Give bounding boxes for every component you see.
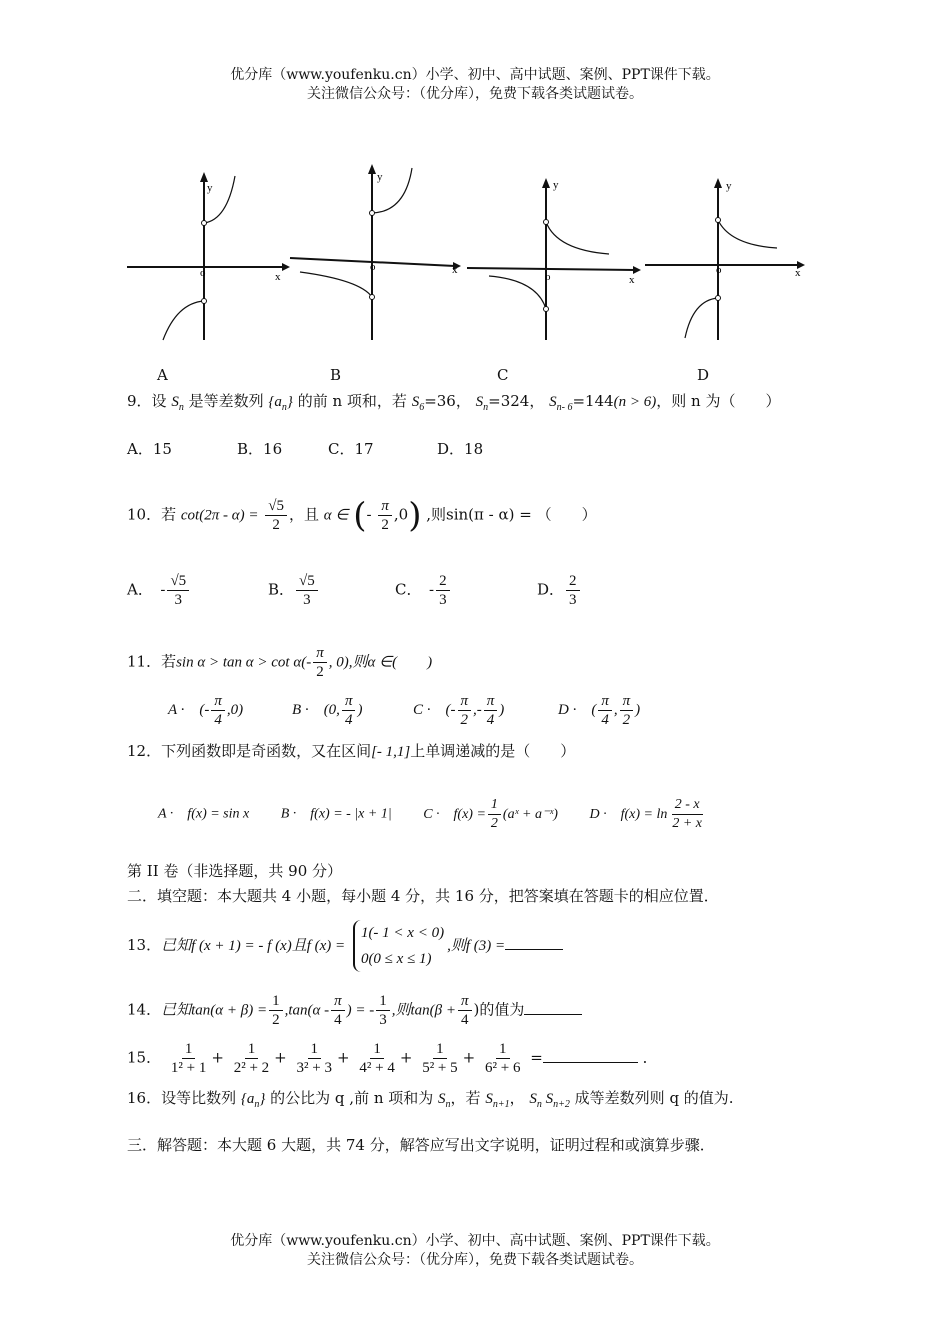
answer-blank[interactable] xyxy=(505,949,563,950)
origin-label: o xyxy=(370,261,376,273)
curve-upper xyxy=(546,222,609,254)
answer-blank[interactable] xyxy=(524,1014,582,1015)
question-13: 13．已知f (x + 1) = - f (x)且f (x) = 1(- 1 < x < 0) 0(0 ≤ x ≤ 1),则f (3) = xyxy=(127,920,563,972)
y-label: y xyxy=(207,182,213,194)
frac-sqrt5-over-2: $\frac{√5}{2}$ xyxy=(265,497,287,534)
q12-options xyxy=(158,796,707,833)
curve-lower xyxy=(489,276,546,309)
section-2-heading: 二．填空题：本大题共 4 小题，每小题 4 分，共 16 分，把答案填在答题卡的相应位置． xyxy=(127,887,719,905)
question-16: 16．设等比数列 $\{a_n\}$ 的公比为 q ,前 n 项和为 $S_n$，若 $S_{n+1}$， $S_n$ $S_{n+2}$ 成等差数列则 q 的值为. xyxy=(127,1089,734,1110)
y-label: y xyxy=(726,180,732,192)
question-11: 11．若sin α > tan α > cot α(- $\frac{\pi}{2}$ , 0),则α ∈( ) xyxy=(127,645,433,680)
x-label: x xyxy=(795,267,801,279)
q11-option-b: B · (0, $\frac{\pi}{4}$ ) xyxy=(292,693,363,728)
origin-label: o xyxy=(200,267,206,279)
x-label: x xyxy=(452,264,458,276)
q11-option-d: D · ( $\frac{\pi}{4}$ , $\frac{\pi}{2}$ ) xyxy=(558,693,641,728)
question-15: 15． $\frac{1}{\text{1² + 1}}$ + $\frac{1}{\text{2² + 2}}$ + $\frac{1}{\text{3² + 3}}$ + $\frac{1}{\text{4² + 4}}$ + $\frac{1}{\text{5² + 5}}$ + $\frac{1}{\text{6² + 6}}$ = ． xyxy=(127,1041,658,1076)
answer-blank[interactable] xyxy=(543,1062,638,1063)
graph-label-b: B xyxy=(330,366,342,384)
section-2-title: 第 II 卷（非选择题，共 90 分） xyxy=(127,862,343,880)
q9-option-d: D．18 xyxy=(437,440,484,458)
graph-label-d: D xyxy=(697,366,710,384)
curve-lower xyxy=(163,301,204,340)
header-line-1: 优分库（www.youfenku.cn）小学、初中、高中试题、案例、PPT课件下载。 xyxy=(230,67,720,83)
q12-option-a: A · f(x) = sin x xyxy=(158,806,250,822)
question-12: 12．下列函数即是奇函数，又在区间[- 1,1]上单调递减的是（ ） xyxy=(127,742,576,760)
graph-b xyxy=(290,160,465,345)
question-9: 9．设 $S_n$ 是等差数列 $\{a_n\}$ 的前 n 项和，若 $S_6=36$， $S_n=324$， $S_{n- 6}=144(n > 6)$，则 n 为（ ） xyxy=(127,392,781,413)
piecewise-cases: 1(- 1 < x < 0) 0(0 ≤ x ≤ 1) xyxy=(353,920,444,972)
curve-lower xyxy=(300,272,372,297)
q9-option-c: C．17 xyxy=(328,440,374,458)
q12-option-c: C · f(x) = $\frac{1}{2}$ (aˣ + a⁻ˣ) xyxy=(423,797,558,831)
x-axis xyxy=(467,268,635,270)
q12-option-d: D · f(x) = ln $\frac{2 - x}{2 + x}$ xyxy=(589,797,703,831)
section-3-heading: 三．解答题：本大题 6 大题，共 74 分，解答应写出文字说明，证明过程和或演算步骤． xyxy=(127,1136,715,1154)
header-line-2: 关注微信公众号：（优分库），免费下载各类试题试卷。 xyxy=(307,86,643,102)
q9-option-b: B．16 xyxy=(237,440,283,458)
q12-option-b: B · f(x) = - |x + 1| xyxy=(280,806,392,822)
footer-line-1: 优分库（www.youfenku.cn）小学、初中、高中试题、案例、PPT课件下载。 xyxy=(230,1233,720,1249)
question-10: 10．若 cot(2π - α) = $\frac{√5}{2}$ ，且 α ∈ (- $\frac{\pi}{2}$ ,0) ,则sin(π - α) = （ ） xyxy=(127,495,597,536)
footer-line-2: 关注微信公众号：（优分库），免费下载各类试题试卷。 xyxy=(307,1252,643,1268)
x-label: x xyxy=(629,274,635,286)
q11-option-c: C · (- $\frac{\pi}{2}$ ,- $\frac{\pi}{4}$ ) xyxy=(413,693,505,728)
q10-option-d: D． $\frac{2}{3}$ xyxy=(537,572,582,609)
question-14: 14．已知tan(α + β) = $\frac{1}{2}$ ,tan(α - $\frac{\pi}{4}$ ) = - $\frac{1}{3}$ ,则tan(β + $\frac{\pi}{4}$ )的值为 xyxy=(127,992,582,1029)
x-label: x xyxy=(275,271,281,283)
curve-upper xyxy=(718,220,777,248)
y-label: y xyxy=(377,171,383,183)
q10-option-c: C． - $\frac{2}{3}$ xyxy=(395,572,452,609)
q10-option-a: A． - $\frac{√5}{3}$ xyxy=(127,572,191,609)
q11-option-a: A · (- $\frac{\pi}{4}$ ,0) xyxy=(168,693,244,728)
graph-label-a: A xyxy=(157,366,168,384)
graph-d xyxy=(645,170,815,345)
curve-lower xyxy=(685,298,718,338)
graph-c xyxy=(467,170,645,345)
origin-label: o xyxy=(716,264,722,276)
y-label: y xyxy=(553,179,559,191)
graph-a xyxy=(127,168,287,343)
graph-label-c: C xyxy=(497,366,509,384)
origin-label: o xyxy=(545,271,551,283)
q9-option-a: A．15 xyxy=(127,440,172,458)
q10-option-b: B． $\frac{√5}{3}$ xyxy=(268,572,320,609)
